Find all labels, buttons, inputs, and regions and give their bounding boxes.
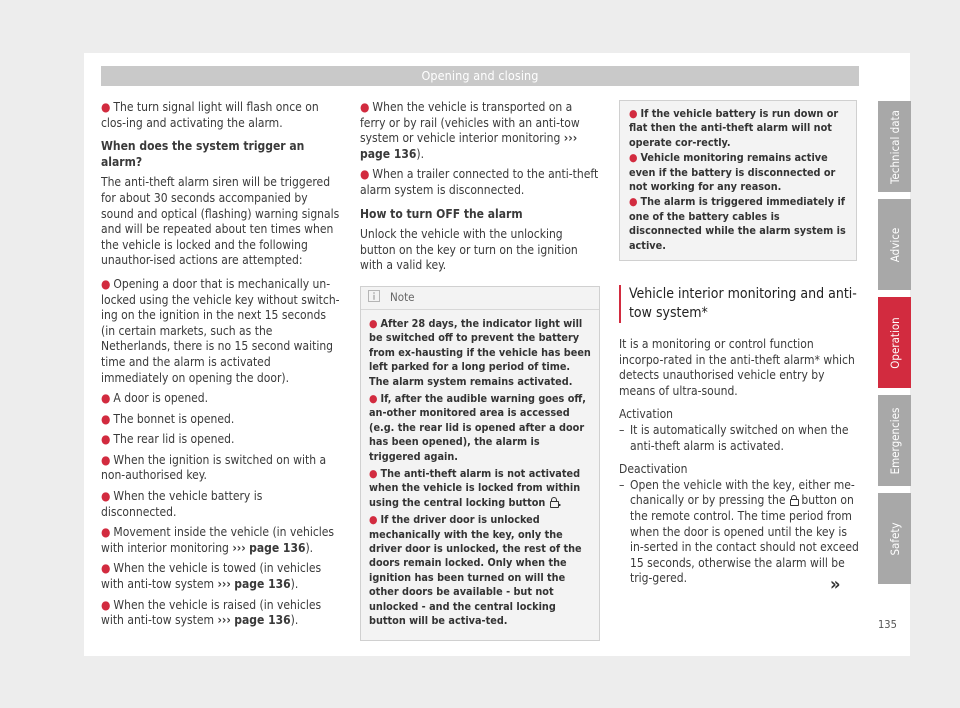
list-item: ● The bonnet is opened.: [101, 411, 235, 426]
column-1: [101, 100, 341, 629]
tab-safety[interactable]: Safety: [878, 493, 911, 584]
page-number: 135: [878, 618, 897, 631]
tab-advice[interactable]: Advice: [878, 199, 911, 290]
page-header: Opening and closing: [101, 66, 859, 86]
column-2: [360, 100, 600, 641]
note-body: [361, 310, 599, 641]
lock-icon: [789, 495, 798, 505]
list-item: ● When a trailer connected to the anti-theft alarm system is disconnected.: [360, 167, 599, 197]
list-item: ● When the vehicle is raised (in vehicles with anti-tow system ››› page 136).: [101, 597, 322, 628]
note-box: [360, 286, 600, 642]
deactivation-heading: Deactivation: [619, 462, 688, 477]
page-link[interactable]: page 136: [234, 577, 291, 592]
list-item: ● When the vehicle is transported on a ferry or by rail (vehicles with an anti-tow system or vehicle interior monitoring ››› page 136).: [360, 100, 580, 161]
warning-box: [619, 100, 857, 261]
page-link-arrow[interactable]: ›››: [217, 577, 231, 592]
note-label: Note: [390, 290, 415, 305]
note-item: ● After 28 days, the indicator light will be switched off to prevent the battery from ex-hausting if the vehicle has been left parked for a long period of time. The alarm system remains activated.: [369, 316, 591, 388]
section-heading: When does the system trigger an alarm?: [101, 139, 305, 169]
section-heading: How to turn OFF the alarm: [360, 206, 523, 221]
tab-operation[interactable]: Operation: [878, 297, 911, 388]
note-header: [361, 287, 599, 310]
list-item: ● When the vehicle battery is disconnected.: [101, 489, 263, 519]
section-title: Vehicle interior monitoring and anti-tow system*: [619, 285, 857, 323]
activation-heading: Activation: [619, 407, 674, 422]
box-item: ● The alarm is triggered immediately if one of the battery cables is disconnected while the alarm system is active.: [629, 195, 846, 252]
page-link[interactable]: page 136: [360, 146, 417, 161]
box-item: ● Vehicle monitoring remains active even if the battery is disconnected or not working for any reason.: [629, 151, 836, 194]
list-item: – It is automatically switched on when the anti-theft alarm is activated.: [619, 423, 849, 453]
list-item: ● Opening a door that is mechanically un-locked using the vehicle key without switch-ing on the ignition in the next 15 seconds (in certain markets, such as the Netherlands, there is no 15 second waiting time and the alarm is activated immediately on opening the door).: [101, 276, 340, 385]
lock-icon: [549, 497, 558, 507]
tab-technical-data[interactable]: Technical data: [878, 101, 911, 192]
column-3: [619, 100, 860, 587]
continue-arrow: »: [830, 574, 841, 595]
list-item: ● A door is opened.: [101, 391, 209, 406]
note-item: ● The anti-theft alarm is not activated when the vehicle is locked from within using the central locking button .: [369, 467, 581, 509]
page-link-arrow[interactable]: ›››: [563, 131, 578, 146]
note-item: ● If the driver door is unlocked mechanically with the key, only the driver door is unlocked, the rest of the doors remain locked. Only when the ignition has been turned on will the other doors be available - but not unlocked - and the central locking button will be activa-ted.: [369, 513, 582, 628]
box-item: ● If the vehicle battery is run down or flat then the anti-theft alarm will not operate cor-rectly.: [629, 107, 839, 149]
paragraph: ● The turn signal light will flash once on clos-ing and activating the alarm.: [101, 100, 319, 130]
page-link[interactable]: page 136: [234, 613, 291, 628]
paragraph: Unlock the vehicle with the unlocking button on the key or turn on the ignition with a valid key.: [360, 227, 578, 273]
paragraph: It is a monitoring or control function incorpo-rated in the anti-theft alarm* which detects unauthorised vehicle entry by means of ultra-sound.: [619, 337, 855, 398]
page-link[interactable]: page 136: [249, 540, 306, 555]
info-icon: [368, 290, 380, 307]
paragraph: The anti-theft alarm siren will be triggered for about 30 seconds accompanied by sound and optical (flashing) warning signals and will be repeated about ten times when the vehicle is locked and the following unauthor-ised actions are attempted:: [101, 175, 340, 268]
page-link-arrow[interactable]: ›››: [217, 613, 231, 628]
list-item: ● When the ignition is switched on with a non-authorised key.: [101, 452, 327, 483]
list-item: ● The rear lid is opened.: [101, 432, 235, 447]
list-item: – Open the vehicle with the key, either me-chanically or by pressing the button on the remote control. The time period from when the door is opened until the key is in-serted in the contact should not exceed 15 seconds, otherwise the alarm will be trig-gered.: [619, 477, 859, 586]
list-item: ● Movement inside the vehicle (in vehicles with interior monitoring ››› page 136).: [101, 525, 335, 555]
note-item: ● If, after the audible warning goes off, an-other monitored area is accessed (e.g. the rear lid is opened after a door has been opened), the alarm is triggered again.: [369, 391, 586, 463]
list-item: ● When the vehicle is towed (in vehicles with anti-tow system ››› page 136).: [101, 561, 322, 592]
page-link-arrow[interactable]: ›››: [232, 540, 246, 555]
tab-emergencies[interactable]: Emergencies: [878, 395, 911, 486]
